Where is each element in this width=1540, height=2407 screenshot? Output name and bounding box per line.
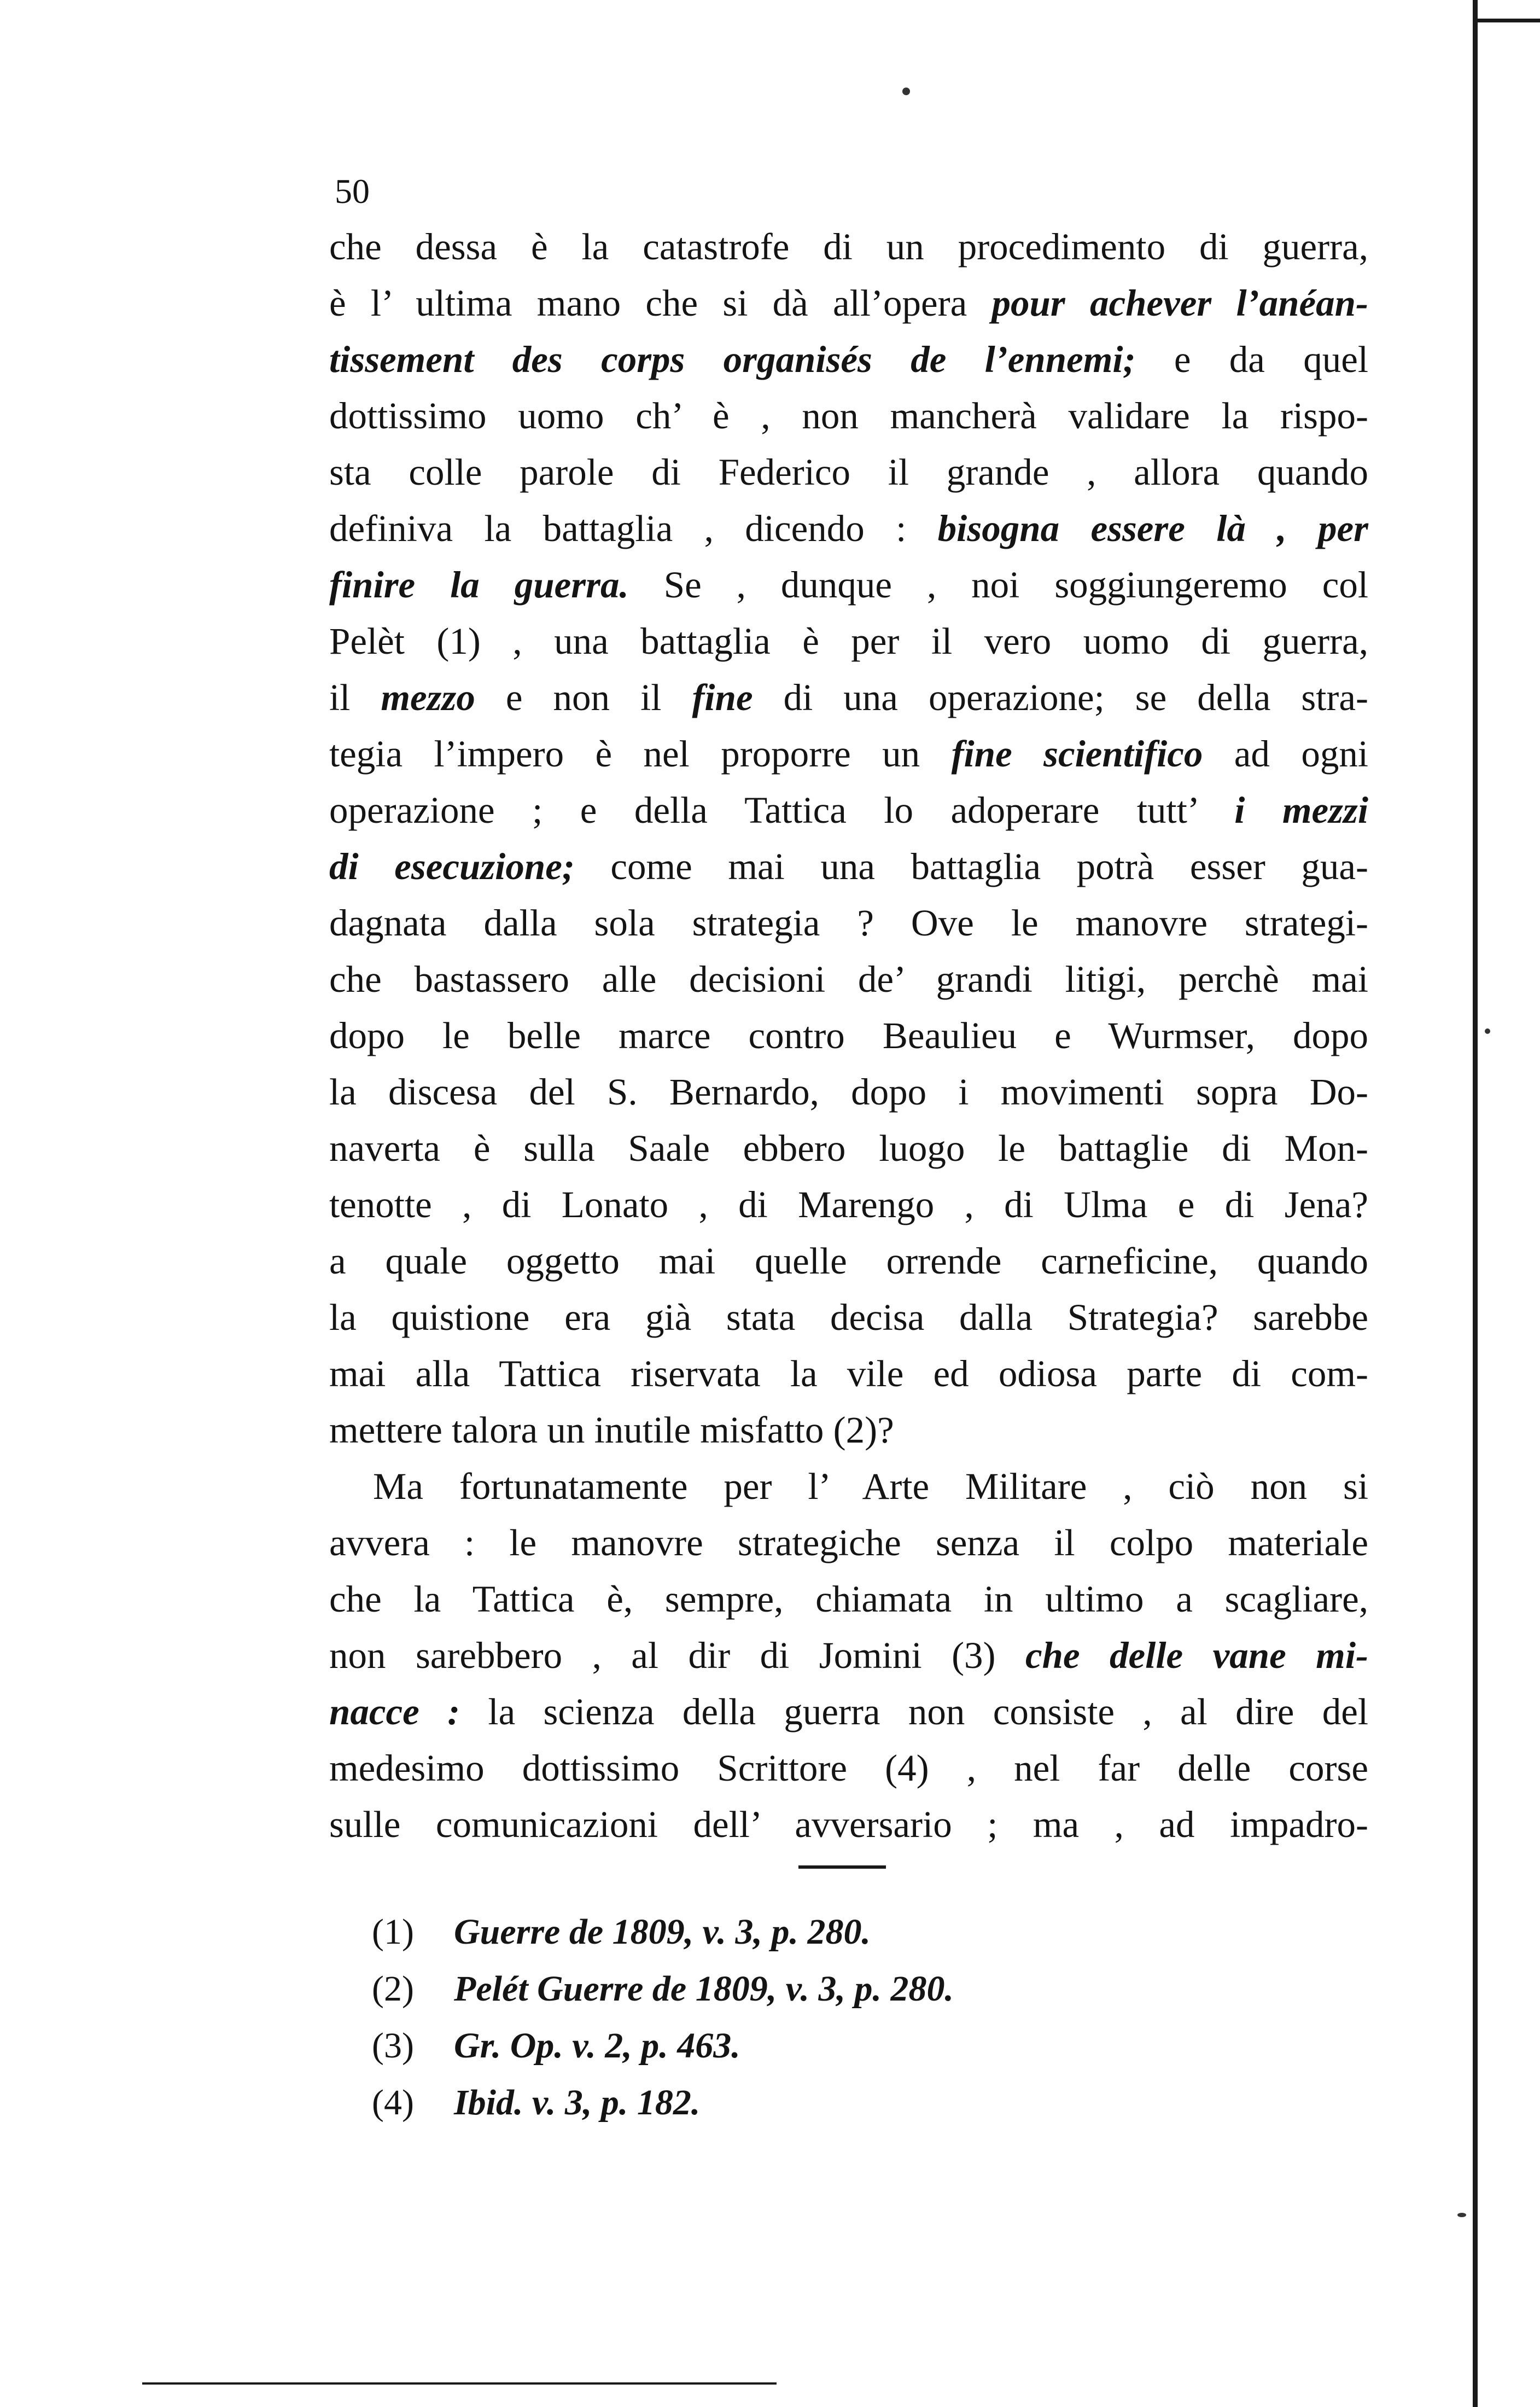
- footnote-reference: Pelét Guerre de 1809, v. 3, p. 280.: [454, 1969, 954, 2009]
- footnote-reference: Guerre de 1809, v. 3, p. 280.: [454, 1912, 871, 1952]
- text-line: [329, 895, 1368, 951]
- roman-text: Se , dunque , noi soggiungeremo col: [628, 564, 1369, 606]
- italic-text: pour achever l’anéan-: [991, 282, 1368, 324]
- ink-speck: [902, 88, 910, 95]
- roman-text: sta colle parole di Federico il grande , allora quando: [329, 451, 1368, 493]
- roman-text: avvera : le manovre strategiche senza il colpo materiale: [329, 1522, 1368, 1563]
- italic-text: fine scientifico: [951, 733, 1203, 775]
- roman-text: mettere talora un inutile misfatto (2)?: [329, 1409, 894, 1451]
- roman-text: non sarebbero , al dir di Jomini (3): [329, 1635, 1025, 1676]
- footnote-separator: [798, 1865, 886, 1869]
- footnote: [372, 2074, 954, 2131]
- footnote-reference: Gr. Op. v. 2, p. 463.: [454, 2026, 740, 2066]
- text-line: [329, 839, 1368, 895]
- page-edge-right: [1473, 0, 1478, 2407]
- page-edge-bottom: [142, 2382, 777, 2385]
- roman-text: Pelèt (1) , una battaglia è per il vero uomo di guerra,: [329, 620, 1368, 662]
- italic-text: mezzo: [381, 677, 475, 718]
- text-line: [329, 219, 1368, 275]
- body-text: [329, 219, 1368, 1853]
- roman-text: di una operazione; se della stra-: [752, 677, 1369, 718]
- text-line: [329, 1233, 1368, 1289]
- roman-text: dottissimo uomo ch’ è , non mancherà validare la rispo-: [329, 395, 1368, 437]
- roman-text: Ma fortunatamente per l’ Arte Militare , ciò non si: [373, 1466, 1368, 1507]
- text-line: [329, 1458, 1368, 1515]
- text-line: [329, 1346, 1368, 1402]
- text-line: [329, 1177, 1368, 1233]
- roman-text: e non il: [475, 677, 692, 718]
- text-line: [329, 1571, 1368, 1627]
- footnote-number: (2): [372, 1969, 414, 2009]
- text-line: [329, 388, 1368, 444]
- text-line: [329, 726, 1368, 782]
- italic-text: nacce :: [329, 1691, 460, 1732]
- text-line: [329, 1796, 1368, 1853]
- text-line: [329, 501, 1368, 557]
- text-line: [329, 1289, 1368, 1346]
- roman-text: medesimo dottissimo Scrittore (4) , nel far delle corse: [329, 1747, 1368, 1789]
- roman-text: operazione ; e della Tattica lo adoperare tutt’: [329, 789, 1235, 831]
- footnote-number: (1): [372, 1912, 414, 1952]
- roman-text: come mai una battaglia potrà esser gua-: [574, 846, 1368, 887]
- roman-text: dopo le belle marce contro Beaulieu e Wurmser, dopo: [329, 1015, 1368, 1056]
- ink-speck: [1457, 2213, 1466, 2217]
- footnote: [372, 1961, 954, 2018]
- italic-text: finire la guerra.: [329, 564, 629, 606]
- footnote-reference: Ibid. v. 3, p. 182.: [454, 2083, 701, 2123]
- roman-text: a quale oggetto mai quelle orrende carneficine, quando: [329, 1240, 1368, 1282]
- roman-text: e da quel: [1135, 339, 1369, 380]
- italic-text: fine: [692, 677, 753, 718]
- roman-text: naverta è sulla Saale ebbero luogo le battaglie di Mon-: [329, 1127, 1368, 1169]
- text-line: [329, 275, 1368, 332]
- roman-text: tenotte , di Lonato , di Marengo , di Ulma e di Jena?: [329, 1184, 1368, 1225]
- italic-text: i mezzi: [1234, 789, 1368, 831]
- roman-text: mai alla Tattica riservata la vile ed odiosa parte di com-: [329, 1353, 1368, 1394]
- roman-text: il: [329, 677, 381, 718]
- footnote: [372, 2018, 954, 2074]
- roman-text: tegia l’impero è nel proporre un: [329, 733, 952, 775]
- roman-text: la discesa del S. Bernardo, dopo i movimenti sopra Do-: [329, 1071, 1368, 1113]
- ink-speck: [1485, 1028, 1490, 1034]
- text-line: [329, 951, 1368, 1008]
- italic-text: che delle vane mi-: [1025, 1635, 1368, 1676]
- footnote-number: (4): [372, 2083, 414, 2123]
- text-line: [329, 1402, 1368, 1458]
- roman-text: che bastassero alle decisioni de’ grandi litigi, perchè mai: [329, 958, 1368, 1000]
- text-line: [329, 444, 1368, 501]
- text-line: [329, 1120, 1368, 1177]
- footnote-number: (3): [372, 2026, 414, 2066]
- italic-text: bisogna essere là , per: [937, 508, 1368, 549]
- page-edge-top: [1473, 19, 1540, 22]
- italic-text: tissement des corps organisés de l’ennemi;: [329, 339, 1136, 380]
- roman-text: definiva la battaglia , dicendo :: [329, 508, 938, 549]
- italic-text: di esecuzione;: [329, 846, 575, 887]
- roman-text: che dessa è la catastrofe di un procedimento di guerra,: [329, 226, 1368, 268]
- footnote: [372, 1904, 954, 1961]
- text-line: [329, 1684, 1368, 1740]
- text-line: [329, 1008, 1368, 1064]
- roman-text: ad ogni: [1203, 733, 1368, 775]
- roman-text: è l’ ultima mano che si dà all’opera: [329, 282, 992, 324]
- page-number: 50: [335, 172, 370, 211]
- text-line: [329, 613, 1368, 670]
- text-line: [329, 332, 1368, 388]
- roman-text: dagnata dalla sola strategia ? Ove le manovre strategi-: [329, 902, 1368, 944]
- text-line: [329, 1064, 1368, 1120]
- roman-text: sulle comunicazioni dell’ avversario ; ma , ad impadro-: [329, 1804, 1368, 1845]
- roman-text: la scienza della guerra non consiste , al dire del: [460, 1691, 1369, 1732]
- roman-text: che la Tattica è, sempre, chiamata in ultimo a scagliare,: [329, 1578, 1368, 1620]
- text-line: [329, 557, 1368, 613]
- text-line: [329, 782, 1368, 839]
- text-line: [329, 1627, 1368, 1684]
- footnotes: [372, 1904, 954, 2131]
- text-line: [329, 1515, 1368, 1571]
- text-line: [329, 1740, 1368, 1796]
- roman-text: la quistione era già stata decisa dalla Strategia? sarebbe: [329, 1296, 1368, 1338]
- text-line: [329, 670, 1368, 726]
